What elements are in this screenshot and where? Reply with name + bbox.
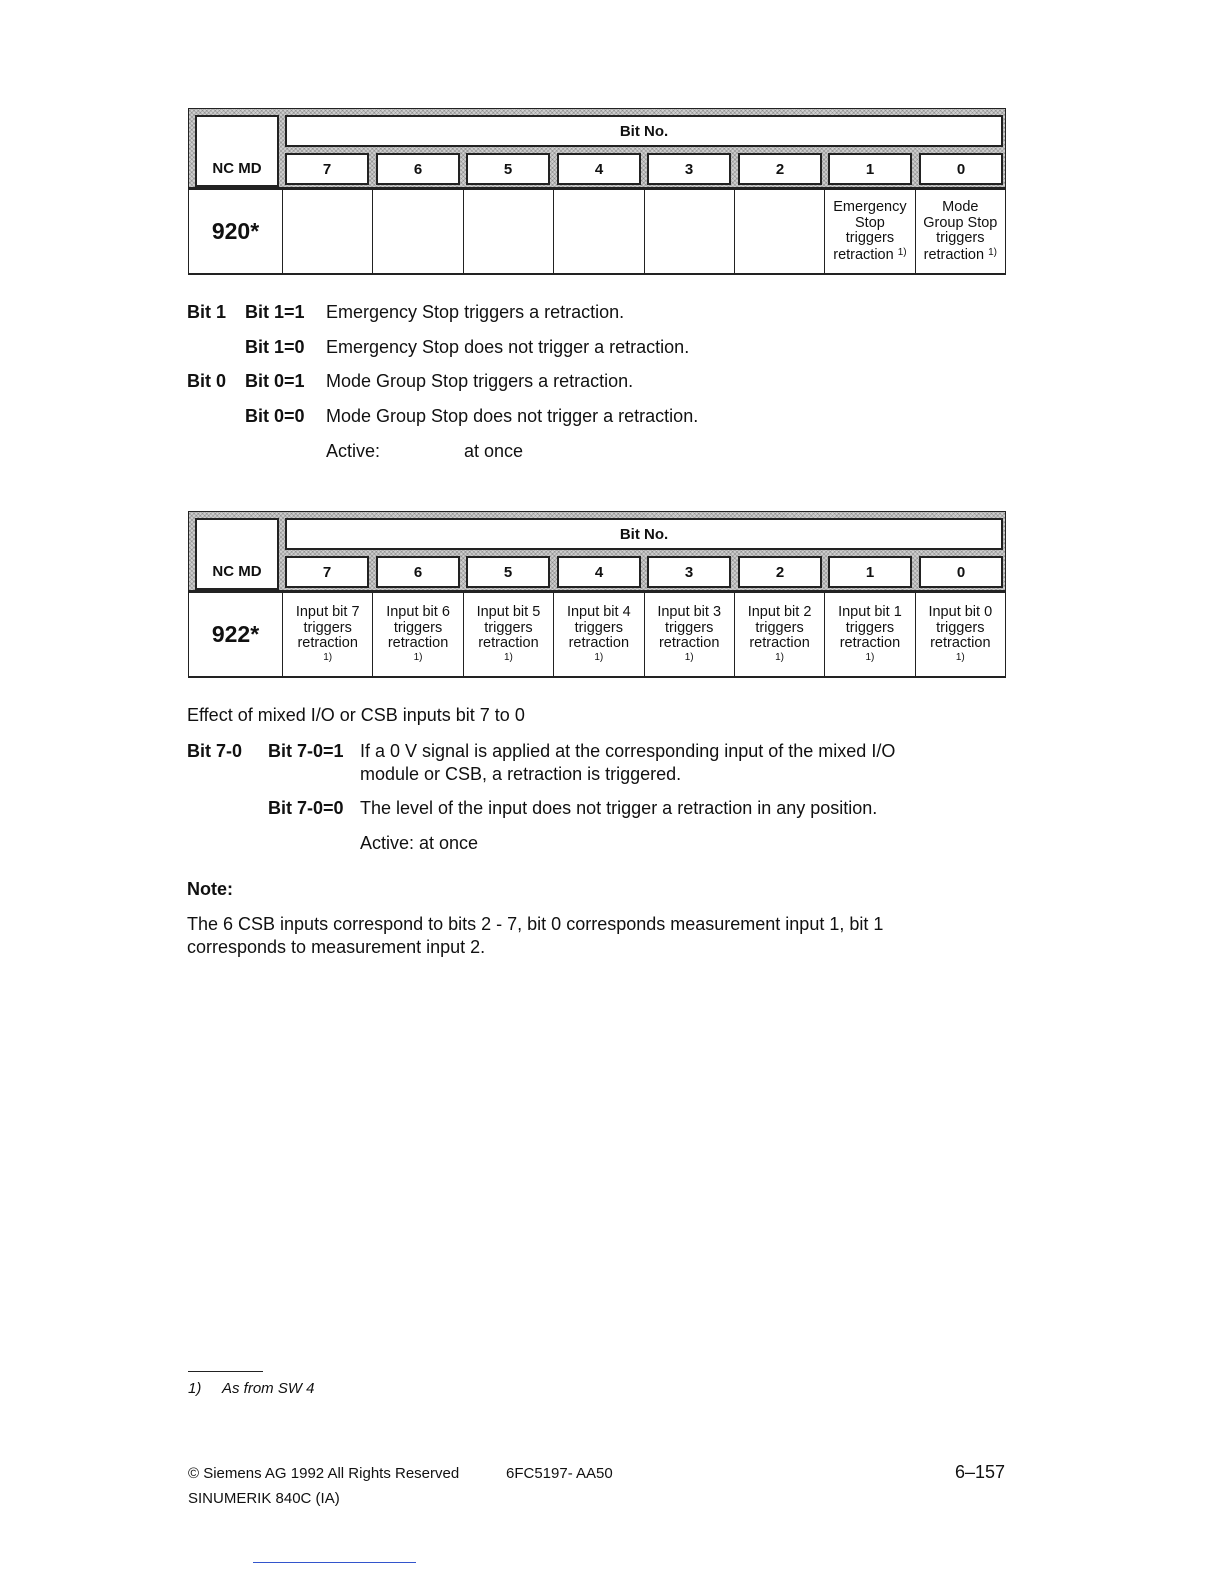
table-header bbox=[188, 511, 1006, 591]
description-line: triggers bbox=[845, 619, 895, 636]
bit0-0-text: Mode Group Stop does not trigger a retraction. bbox=[326, 406, 699, 426]
description-line: triggers bbox=[845, 230, 895, 246]
description-line: Input bit 7 bbox=[295, 604, 360, 621]
description-line: retraction bbox=[930, 635, 991, 652]
bit-7-description bbox=[283, 190, 373, 273]
footnote-ref: 1) bbox=[323, 651, 333, 663]
description-line: retraction bbox=[297, 635, 358, 652]
bit-6-description bbox=[373, 190, 463, 273]
description-line: retraction bbox=[923, 246, 985, 263]
bit-1-description bbox=[825, 593, 915, 676]
bit-1-header: 1 bbox=[828, 153, 912, 185]
description-line: triggers bbox=[936, 230, 985, 246]
ncmd-header: NC MD bbox=[195, 115, 279, 187]
bit70-label: Bit 7-0 bbox=[187, 741, 243, 761]
bit-5-header: 5 bbox=[466, 153, 550, 185]
description-line: triggers bbox=[393, 619, 443, 636]
description-line: triggers bbox=[484, 619, 533, 636]
footnote-ref: 1) bbox=[988, 246, 997, 258]
table-body-row bbox=[188, 591, 1006, 678]
description-line-wrap bbox=[924, 247, 997, 264]
bit-0-description bbox=[916, 593, 1005, 676]
table-header bbox=[188, 108, 1006, 188]
bit0-1-label: Bit 0=1 bbox=[245, 371, 305, 391]
active-value: at once bbox=[464, 441, 524, 461]
description-line: Input bit 3 bbox=[657, 604, 722, 621]
bit-2-header: 2 bbox=[738, 556, 822, 588]
bit-2-description bbox=[735, 593, 825, 676]
bit-no-header: Bit No. bbox=[285, 115, 1003, 147]
bit-0-description bbox=[916, 190, 1005, 273]
footnote-ref: 1) bbox=[775, 651, 785, 663]
footnote-mark: 1) bbox=[188, 1380, 202, 1397]
description-line: retraction bbox=[749, 635, 810, 652]
description-line: Mode bbox=[942, 199, 979, 215]
description-line: triggers bbox=[755, 619, 804, 636]
bit-2-description bbox=[735, 190, 825, 273]
description-line: triggers bbox=[936, 619, 985, 636]
bit0-0-label: Bit 0=0 bbox=[245, 406, 305, 426]
bit-5-header: 5 bbox=[466, 556, 550, 588]
bit1-0-text: Emergency Stop does not trigger a retraction. bbox=[326, 337, 690, 357]
bit-5-description bbox=[464, 190, 554, 273]
bit-3-header: 3 bbox=[647, 153, 731, 185]
bit-3-description bbox=[645, 593, 735, 676]
bit-no-header: Bit No. bbox=[285, 518, 1003, 550]
bit70-1-text-line1: If a 0 V signal is applied at the corresponding input of the mixed I/O bbox=[360, 741, 896, 761]
bit-3-header: 3 bbox=[647, 556, 731, 588]
bit0-label: Bit 0 bbox=[187, 371, 227, 391]
copyright: © Siemens AG 1992 All Rights Reserved bbox=[188, 1465, 460, 1482]
description-line: retraction bbox=[478, 635, 539, 652]
description-line: retraction bbox=[833, 246, 894, 263]
bit-4-header: 4 bbox=[557, 556, 641, 588]
description-line: Input bit 2 bbox=[747, 604, 812, 621]
bit-7-header: 7 bbox=[285, 556, 369, 588]
bit70-0-label: Bit 7-0=0 bbox=[268, 798, 344, 818]
bit-5-description bbox=[464, 593, 554, 676]
link-underline bbox=[253, 1562, 416, 1563]
footnote-ref: 1) bbox=[955, 651, 965, 663]
description-line: triggers bbox=[574, 619, 623, 636]
description-line: Group Stop bbox=[923, 214, 998, 231]
footnote-divider bbox=[188, 1371, 263, 1372]
note-title: Note: bbox=[187, 879, 233, 899]
footnote-text: As from SW 4 bbox=[222, 1380, 315, 1397]
description-line: retraction bbox=[387, 635, 449, 652]
bit1-1-label: Bit 1=1 bbox=[245, 302, 305, 322]
md-number: 922* bbox=[189, 593, 283, 676]
bit-4-header: 4 bbox=[557, 153, 641, 185]
footnote-ref: 1) bbox=[594, 651, 604, 663]
bit0-1-text: Mode Group Stop triggers a retraction. bbox=[326, 371, 634, 391]
md-number: 920* bbox=[189, 190, 283, 273]
description-line: Input bit 6 bbox=[386, 604, 450, 621]
footnote-ref: 1) bbox=[413, 651, 423, 663]
table-body-row bbox=[188, 188, 1006, 275]
bit-2-header: 2 bbox=[738, 153, 822, 185]
active-label: Active: bbox=[326, 441, 381, 461]
description-line: triggers bbox=[665, 619, 714, 636]
note-line-2: corresponds to measurement input 2. bbox=[187, 937, 486, 957]
bit-0-header: 0 bbox=[919, 556, 1003, 588]
active-text: Active: at once bbox=[360, 833, 479, 853]
footnote-ref: 1) bbox=[684, 651, 694, 663]
bit1-1-text: Emergency Stop triggers a retraction. bbox=[326, 302, 625, 322]
bit-6-header: 6 bbox=[376, 153, 460, 185]
bit1-0-label: Bit 1=0 bbox=[245, 337, 305, 357]
bit-1-description bbox=[825, 190, 915, 273]
description-line: Stop bbox=[855, 214, 885, 231]
description-line: Emergency bbox=[833, 199, 907, 215]
description-line: retraction bbox=[839, 635, 901, 652]
bit-7-header: 7 bbox=[285, 153, 369, 185]
description-line: retraction bbox=[658, 635, 720, 652]
ncmd-header: NC MD bbox=[195, 518, 279, 590]
description-line-wrap bbox=[833, 247, 906, 264]
footnote-ref: 1) bbox=[897, 246, 907, 258]
bit70-0-text: The level of the input does not trigger a retraction in any position. bbox=[360, 798, 878, 818]
page-number: 6–157 bbox=[955, 1462, 1006, 1482]
footnote-ref: 1) bbox=[865, 651, 875, 663]
description-line: Input bit 4 bbox=[566, 604, 631, 621]
description-line: retraction bbox=[568, 635, 630, 652]
bit70-1-label: Bit 7-0=1 bbox=[268, 741, 344, 761]
bit1-label: Bit 1 bbox=[187, 302, 227, 322]
description-line: Input bit 1 bbox=[838, 604, 902, 621]
description-line: triggers bbox=[303, 619, 352, 636]
description-line: Input bit 5 bbox=[476, 604, 541, 621]
product-name: SINUMERIK 840C (IA) bbox=[188, 1490, 340, 1507]
bit-0-header: 0 bbox=[919, 153, 1003, 185]
footnote-ref: 1) bbox=[503, 651, 513, 663]
bit-6-description bbox=[373, 593, 463, 676]
order-number: 6FC5197- AA50 bbox=[506, 1465, 613, 1482]
bit-4-description bbox=[554, 190, 644, 273]
bit-6-header: 6 bbox=[376, 556, 460, 588]
bit-7-description bbox=[283, 593, 373, 676]
bit-3-description bbox=[645, 190, 735, 273]
note-line-1: The 6 CSB inputs correspond to bits 2 - 7, bit 0 corresponds measurement input 1, bit 1 bbox=[187, 914, 884, 934]
bit-1-header: 1 bbox=[828, 556, 912, 588]
bit70-1-text-line2: module or CSB, a retraction is triggered. bbox=[360, 764, 682, 784]
description-line: Input bit 0 bbox=[928, 604, 993, 621]
mixed-io-intro: Effect of mixed I/O or CSB inputs bit 7 to 0 bbox=[187, 705, 525, 725]
bit-4-description bbox=[554, 593, 644, 676]
